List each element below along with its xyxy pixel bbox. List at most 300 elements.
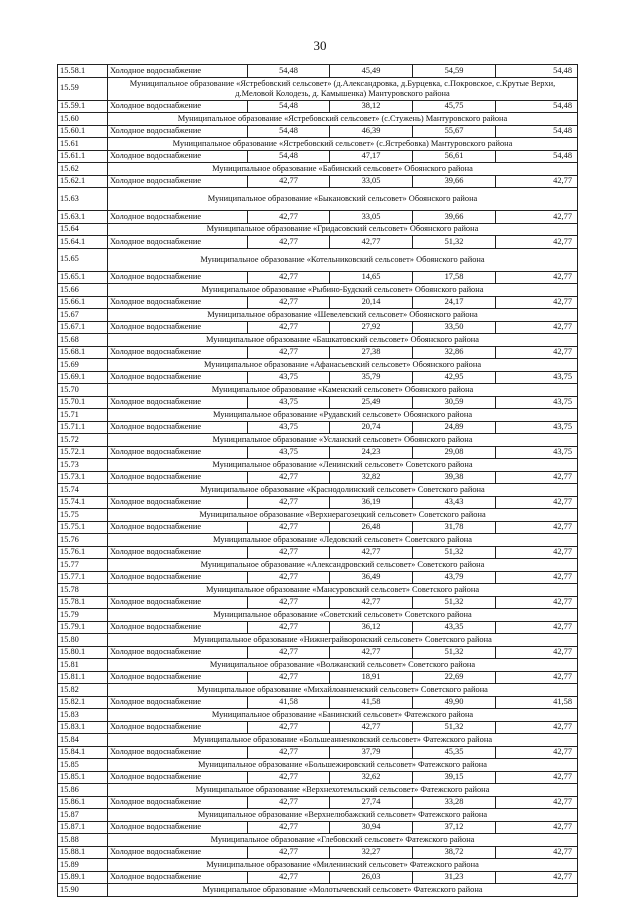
row-code: 15.84 <box>58 734 108 747</box>
tariff-value-1: 42,77 <box>248 296 330 309</box>
tariff-value-2: 30,94 <box>330 821 413 834</box>
tariff-value-3: 33,28 <box>413 796 496 809</box>
tariff-value-2: 20,14 <box>330 296 413 309</box>
tariff-value-2: 42,77 <box>330 236 413 249</box>
municipality-row <box>58 684 578 697</box>
service-name: Холодное водоснабжение <box>108 211 248 224</box>
tariff-value-4: 42,77 <box>496 211 578 224</box>
tariff-value-1: 54,48 <box>248 100 330 113</box>
tariff-value-1: 42,77 <box>248 871 330 884</box>
tariff-value-3: 24,17 <box>413 296 496 309</box>
municipality-name: Муниципальное образование «Большеанненковский сельсовет» Фатежского района <box>108 734 578 747</box>
row-code: 15.79.1 <box>58 621 108 634</box>
tariff-row <box>58 796 578 809</box>
tariff-value-1: 42,77 <box>248 646 330 659</box>
row-code: 15.89 <box>58 859 108 872</box>
tariff-row <box>58 100 578 113</box>
row-code: 15.78.1 <box>58 596 108 609</box>
row-code: 15.72.1 <box>58 446 108 459</box>
tariff-value-2: 32,27 <box>330 846 413 859</box>
municipality-name: Муниципальное образование «Советский сельсовет» Советского района <box>108 609 578 622</box>
service-name: Холодное водоснабжение <box>108 571 248 584</box>
row-code: 15.80.1 <box>58 646 108 659</box>
tariff-value-4: 42,77 <box>496 596 578 609</box>
service-name: Холодное водоснабжение <box>108 771 248 784</box>
tariff-value-2: 35,79 <box>330 371 413 384</box>
service-name: Холодное водоснабжение <box>108 100 248 113</box>
tariff-row <box>58 346 578 359</box>
tariff-value-3: 39,66 <box>413 175 496 188</box>
tariff-value-3: 39,15 <box>413 771 496 784</box>
row-code: 15.64 <box>58 223 108 236</box>
tariff-value-2: 18,91 <box>330 671 413 684</box>
tariff-value-2: 24,23 <box>330 446 413 459</box>
tariff-row <box>58 621 578 634</box>
tariff-row <box>58 211 578 224</box>
tariff-value-2: 38,12 <box>330 100 413 113</box>
tariff-value-4: 43,75 <box>496 396 578 409</box>
municipality-name: Муниципальное образование «Краснодолинский сельсовет» Советского района <box>108 484 578 497</box>
municipality-row <box>58 609 578 622</box>
municipality-row <box>58 459 578 472</box>
tariff-value-2: 42,77 <box>330 721 413 734</box>
tariff-value-4: 42,77 <box>496 796 578 809</box>
municipality-name: Муниципальное образование «Башкатовский сельсовет» Обоянского района <box>108 334 578 347</box>
tariff-value-2: 25,49 <box>330 396 413 409</box>
tariff-row <box>58 496 578 509</box>
tariff-value-1: 54,48 <box>248 150 330 163</box>
row-code: 15.82 <box>58 684 108 697</box>
municipality-name: Муниципальное образование «Ледовский сельсовет» Советского района <box>108 534 578 547</box>
row-code: 15.59 <box>58 77 108 100</box>
row-code: 15.74.1 <box>58 496 108 509</box>
municipality-row <box>58 784 578 797</box>
service-name: Холодное водоснабжение <box>108 321 248 334</box>
tariff-value-3: 49,90 <box>413 696 496 709</box>
row-code: 15.66 <box>58 284 108 297</box>
service-name: Холодное водоснабжение <box>108 371 248 384</box>
row-code: 15.77 <box>58 559 108 572</box>
service-name: Холодное водоснабжение <box>108 446 248 459</box>
municipality-row <box>58 534 578 547</box>
tariff-row <box>58 125 578 138</box>
page-number: 30 <box>313 38 327 53</box>
tariff-value-4: 42,77 <box>496 236 578 249</box>
row-code: 15.86.1 <box>58 796 108 809</box>
tariff-value-2: 36,12 <box>330 621 413 634</box>
tariff-value-3: 31,23 <box>413 871 496 884</box>
tariff-value-2: 42,77 <box>330 546 413 559</box>
municipality-row <box>58 484 578 497</box>
tariff-value-4: 42,77 <box>496 846 578 859</box>
tariff-value-1: 43,75 <box>248 446 330 459</box>
municipality-name: Муниципальное образование «Шевелевский сельсовет» Обоянского района <box>108 309 578 322</box>
service-name: Холодное водоснабжение <box>108 746 248 759</box>
row-code: 15.86 <box>58 784 108 797</box>
tariff-value-1: 42,77 <box>248 321 330 334</box>
row-code: 15.88.1 <box>58 846 108 859</box>
row-code: 15.71 <box>58 409 108 422</box>
municipality-row <box>58 409 578 422</box>
municipality-row <box>58 163 578 176</box>
municipality-name: Муниципальное образование «Рыбино-Будский сельсовет» Обоянского района <box>108 284 578 297</box>
municipality-row <box>58 509 578 522</box>
row-code: 15.81 <box>58 659 108 672</box>
row-code: 15.85.1 <box>58 771 108 784</box>
municipality-name: Муниципальное образование «Верхнерагозецкий сельсовет» Советского района <box>108 509 578 522</box>
tariff-value-3: 38,72 <box>413 846 496 859</box>
municipality-row <box>58 634 578 647</box>
tariff-row <box>58 396 578 409</box>
tariff-value-2: 14,65 <box>330 271 413 284</box>
municipality-name: Муниципальное образование «Глебовский сельсовет» Фатежского района <box>108 834 578 847</box>
service-name: Холодное водоснабжение <box>108 346 248 359</box>
row-code: 15.72 <box>58 434 108 447</box>
row-code: 15.89.1 <box>58 871 108 884</box>
service-name: Холодное водоснабжение <box>108 175 248 188</box>
row-code: 15.66.1 <box>58 296 108 309</box>
municipality-row <box>58 334 578 347</box>
tariff-value-3: 24,89 <box>413 421 496 434</box>
municipality-row <box>58 309 578 322</box>
tariff-value-2: 42,77 <box>330 596 413 609</box>
municipality-row <box>58 248 578 271</box>
tariff-value-3: 51,32 <box>413 596 496 609</box>
tariff-value-2: 42,77 <box>330 646 413 659</box>
tariff-value-2: 46,39 <box>330 125 413 138</box>
tariff-value-4: 42,77 <box>496 346 578 359</box>
tariff-value-1: 42,77 <box>248 571 330 584</box>
tariff-value-3: 45,75 <box>413 100 496 113</box>
tariff-value-3: 30,59 <box>413 396 496 409</box>
tariff-value-1: 54,48 <box>248 125 330 138</box>
row-code: 15.59.1 <box>58 100 108 113</box>
tariff-value-4: 43,75 <box>496 421 578 434</box>
service-name: Холодное водоснабжение <box>108 696 248 709</box>
municipality-name: Муниципальное образование «Ястребовский сельсовет» (с.Ястребовка) Мантуровского района <box>108 138 578 151</box>
tariff-value-4: 42,77 <box>496 296 578 309</box>
tariff-row <box>58 596 578 609</box>
municipality-name: Муниципальное образование «Быкановский сельсовет» Обоянского района <box>108 188 578 211</box>
row-code: 15.60.1 <box>58 125 108 138</box>
tariff-value-1: 43,75 <box>248 371 330 384</box>
tariff-row <box>58 696 578 709</box>
row-code: 15.90 <box>58 884 108 897</box>
tariff-value-4: 54,48 <box>496 65 578 78</box>
tariff-value-4: 42,77 <box>496 496 578 509</box>
municipality-name: Муниципальное образование «Миленинский сельсовет» Фатежского района <box>108 859 578 872</box>
tariff-row <box>58 371 578 384</box>
tariff-value-2: 37,79 <box>330 746 413 759</box>
tariff-value-2: 26,03 <box>330 871 413 884</box>
tariff-row <box>58 521 578 534</box>
tariff-value-3: 29,08 <box>413 446 496 459</box>
tariff-value-4: 43,75 <box>496 446 578 459</box>
municipality-name: Муниципальное образование «Афанасьевский сельсовет» Обоянского района <box>108 359 578 372</box>
municipality-name: Муниципальное образование «Нижнеграйворонский сельсовет» Советского района <box>108 634 578 647</box>
tariff-value-4: 42,77 <box>496 546 578 559</box>
municipality-row <box>58 559 578 572</box>
municipality-row <box>58 659 578 672</box>
tariff-value-3: 37,12 <box>413 821 496 834</box>
municipality-row <box>58 284 578 297</box>
row-code: 15.79 <box>58 609 108 622</box>
municipality-name: Муниципальное образование «Ленинский сельсовет» Советского района <box>108 459 578 472</box>
tariff-value-1: 43,75 <box>248 396 330 409</box>
municipality-name: Муниципальное образование «Мансуровский сельсовет» Советского района <box>108 584 578 597</box>
tariff-value-4: 41,58 <box>496 696 578 709</box>
municipality-name: Муниципальное образование «Гридасовский сельсовет» Обоянского района <box>108 223 578 236</box>
tariff-value-3: 51,32 <box>413 546 496 559</box>
municipality-row <box>58 434 578 447</box>
tariff-value-1: 42,77 <box>248 521 330 534</box>
row-code: 15.83.1 <box>58 721 108 734</box>
municipality-row <box>58 734 578 747</box>
row-code: 15.65 <box>58 248 108 271</box>
tariff-value-2: 27,92 <box>330 321 413 334</box>
municipality-name: Муниципальное образование «Молотычевский сельсовет» Фатежского района <box>108 884 578 897</box>
municipality-row <box>58 359 578 372</box>
service-name: Холодное водоснабжение <box>108 621 248 634</box>
row-code: 15.62 <box>58 163 108 176</box>
row-code: 15.69 <box>58 359 108 372</box>
tariff-value-1: 41,58 <box>248 696 330 709</box>
tariff-value-4: 42,77 <box>496 646 578 659</box>
service-name: Холодное водоснабжение <box>108 596 248 609</box>
municipality-name: Муниципальное образование «Усланский сельсовет» Обоянского района <box>108 434 578 447</box>
row-code: 15.58.1 <box>58 65 108 78</box>
municipality-name: Муниципальное образование «Каменский сельсовет» Обоянского района <box>108 384 578 397</box>
tariff-row <box>58 150 578 163</box>
tariff-value-3: 54,59 <box>413 65 496 78</box>
tariff-table <box>57 64 578 897</box>
tariff-row <box>58 65 578 78</box>
tariff-value-4: 42,77 <box>496 821 578 834</box>
tariff-value-4: 42,77 <box>496 771 578 784</box>
row-code: 15.63.1 <box>58 211 108 224</box>
tariff-value-2: 33,05 <box>330 175 413 188</box>
tariff-row <box>58 546 578 559</box>
tariff-value-1: 42,77 <box>248 546 330 559</box>
tariff-row <box>58 746 578 759</box>
row-code: 15.85 <box>58 759 108 772</box>
service-name: Холодное водоснабжение <box>108 396 248 409</box>
tariff-value-4: 42,77 <box>496 621 578 634</box>
tariff-value-3: 56,61 <box>413 150 496 163</box>
row-code: 15.73 <box>58 459 108 472</box>
municipality-name: Муниципальное образование «Ястребовский сельсовет» (с.Стужень) Мантуровского района <box>108 113 578 126</box>
tariff-row <box>58 271 578 284</box>
tariff-row <box>58 175 578 188</box>
municipality-name: Муниципальное образование «Рудавский сельсовет» Обоянского района <box>108 409 578 422</box>
tariff-value-2: 20,74 <box>330 421 413 434</box>
row-code: 15.61.1 <box>58 150 108 163</box>
row-code: 15.67 <box>58 309 108 322</box>
row-code: 15.71.1 <box>58 421 108 434</box>
tariff-value-1: 42,77 <box>248 236 330 249</box>
tariff-table-body <box>58 65 578 897</box>
municipality-name: Муниципальное образование «Верхнелюбажский сельсовет» Фатежского района <box>108 809 578 822</box>
row-code: 15.77.1 <box>58 571 108 584</box>
municipality-row <box>58 77 578 100</box>
tariff-value-2: 26,48 <box>330 521 413 534</box>
tariff-value-4: 42,77 <box>496 321 578 334</box>
row-code: 15.64.1 <box>58 236 108 249</box>
tariff-value-1: 42,77 <box>248 271 330 284</box>
tariff-value-3: 17,58 <box>413 271 496 284</box>
tariff-value-4: 42,77 <box>496 271 578 284</box>
tariff-value-2: 27,74 <box>330 796 413 809</box>
municipality-name: Муниципальное образование «Бабинский сельсовет» Обоянского района <box>108 163 578 176</box>
tariff-value-3: 42,95 <box>413 371 496 384</box>
tariff-value-3: 43,43 <box>413 496 496 509</box>
service-name: Холодное водоснабжение <box>108 521 248 534</box>
row-code: 15.74 <box>58 484 108 497</box>
tariff-value-1: 42,77 <box>248 596 330 609</box>
row-code: 15.82.1 <box>58 696 108 709</box>
tariff-value-1: 43,75 <box>248 421 330 434</box>
tariff-value-2: 36,19 <box>330 496 413 509</box>
tariff-row <box>58 471 578 484</box>
tariff-value-1: 42,77 <box>248 721 330 734</box>
tariff-value-4: 54,48 <box>496 150 578 163</box>
service-name: Холодное водоснабжение <box>108 821 248 834</box>
tariff-row <box>58 321 578 334</box>
municipality-name: Муниципальное образование «Ястребовский сельсовет» (д.Александровка, д.Бурцевка, с.Покровское, с.Крутые Верхи, д.Меловой Колодезь, д. Камышенка) Мантуровского района <box>108 77 578 100</box>
service-name: Холодное водоснабжение <box>108 65 248 78</box>
service-name: Холодное водоснабжение <box>108 471 248 484</box>
tariff-row <box>58 721 578 734</box>
service-name: Холодное водоснабжение <box>108 721 248 734</box>
tariff-value-1: 42,77 <box>248 496 330 509</box>
tariff-value-4: 42,77 <box>496 175 578 188</box>
row-code: 15.62.1 <box>58 175 108 188</box>
tariff-value-4: 42,77 <box>496 571 578 584</box>
tariff-value-2: 41,58 <box>330 696 413 709</box>
service-name: Холодное водоснабжение <box>108 871 248 884</box>
row-code: 15.67.1 <box>58 321 108 334</box>
row-code: 15.76 <box>58 534 108 547</box>
tariff-value-3: 22,69 <box>413 671 496 684</box>
service-name: Холодное водоснабжение <box>108 496 248 509</box>
row-code: 15.84.1 <box>58 746 108 759</box>
municipality-name: Муниципальное образование «Большежировский сельсовет» Фатежского района <box>108 759 578 772</box>
tariff-value-1: 42,77 <box>248 621 330 634</box>
tariff-value-2: 32,82 <box>330 471 413 484</box>
tariff-value-1: 42,77 <box>248 846 330 859</box>
municipality-row <box>58 223 578 236</box>
tariff-value-4: 42,77 <box>496 871 578 884</box>
service-name: Холодное водоснабжение <box>108 796 248 809</box>
service-name: Холодное водоснабжение <box>108 296 248 309</box>
municipality-row <box>58 384 578 397</box>
tariff-row <box>58 671 578 684</box>
tariff-value-4: 42,77 <box>496 746 578 759</box>
tariff-row <box>58 846 578 859</box>
tariff-row <box>58 571 578 584</box>
tariff-value-1: 42,77 <box>248 175 330 188</box>
tariff-value-3: 45,35 <box>413 746 496 759</box>
tariff-value-4: 42,77 <box>496 671 578 684</box>
row-code: 15.76.1 <box>58 546 108 559</box>
tariff-value-4: 54,48 <box>496 125 578 138</box>
tariff-value-2: 45,49 <box>330 65 413 78</box>
row-code: 15.68 <box>58 334 108 347</box>
tariff-value-3: 32,86 <box>413 346 496 359</box>
tariff-value-3: 33,50 <box>413 321 496 334</box>
municipality-name: Муниципальное образование «Михайлоанненский сельсовет» Советского района <box>108 684 578 697</box>
municipality-row <box>58 709 578 722</box>
tariff-value-3: 43,79 <box>413 571 496 584</box>
tariff-row <box>58 421 578 434</box>
tariff-value-1: 42,77 <box>248 211 330 224</box>
municipality-row <box>58 188 578 211</box>
service-name: Холодное водоснабжение <box>108 271 248 284</box>
municipality-name: Муниципальное образование «Банинский сельсовет» Фатежского района <box>108 709 578 722</box>
service-name: Холодное водоснабжение <box>108 236 248 249</box>
tariff-value-2: 47,17 <box>330 150 413 163</box>
row-code: 15.68.1 <box>58 346 108 359</box>
row-code: 15.73.1 <box>58 471 108 484</box>
municipality-row <box>58 113 578 126</box>
municipality-row <box>58 834 578 847</box>
tariff-value-2: 27,38 <box>330 346 413 359</box>
row-code: 15.87.1 <box>58 821 108 834</box>
tariff-value-3: 55,67 <box>413 125 496 138</box>
service-name: Холодное водоснабжение <box>108 546 248 559</box>
municipality-name: Муниципальное образование «Котельниковский сельсовет» Обоянского района <box>108 248 578 271</box>
tariff-value-1: 42,77 <box>248 671 330 684</box>
tariff-value-2: 32,62 <box>330 771 413 784</box>
tariff-value-1: 54,48 <box>248 65 330 78</box>
service-name: Холодное водоснабжение <box>108 671 248 684</box>
tariff-row <box>58 236 578 249</box>
tariff-value-3: 31,78 <box>413 521 496 534</box>
municipality-row <box>58 809 578 822</box>
municipality-row <box>58 884 578 897</box>
row-code: 15.60 <box>58 113 108 126</box>
tariff-value-1: 42,77 <box>248 796 330 809</box>
municipality-row <box>58 138 578 151</box>
tariff-value-1: 42,77 <box>248 746 330 759</box>
tariff-value-4: 42,77 <box>496 471 578 484</box>
service-name: Холодное водоснабжение <box>108 421 248 434</box>
municipality-name: Муниципальное образование «Александровский сельсовет» Советского района <box>108 559 578 572</box>
service-name: Холодное водоснабжение <box>108 646 248 659</box>
tariff-value-3: 43,35 <box>413 621 496 634</box>
service-name: Холодное водоснабжение <box>108 846 248 859</box>
municipality-row <box>58 584 578 597</box>
tariff-row <box>58 771 578 784</box>
tariff-value-3: 51,32 <box>413 646 496 659</box>
municipality-row <box>58 859 578 872</box>
row-code: 15.61 <box>58 138 108 151</box>
row-code: 15.80 <box>58 634 108 647</box>
service-name: Холодное водоснабжение <box>108 125 248 138</box>
tariff-value-4: 43,75 <box>496 371 578 384</box>
service-name: Холодное водоснабжение <box>108 150 248 163</box>
municipality-row <box>58 759 578 772</box>
tariff-row <box>58 446 578 459</box>
row-code: 15.70.1 <box>58 396 108 409</box>
row-code: 15.78 <box>58 584 108 597</box>
row-code: 15.81.1 <box>58 671 108 684</box>
tariff-value-4: 42,77 <box>496 521 578 534</box>
tariff-row <box>58 871 578 884</box>
row-code: 15.70 <box>58 384 108 397</box>
municipality-name: Муниципальное образование «Верхнехотемльский сельсовет» Фатежского района <box>108 784 578 797</box>
tariff-value-3: 51,32 <box>413 721 496 734</box>
